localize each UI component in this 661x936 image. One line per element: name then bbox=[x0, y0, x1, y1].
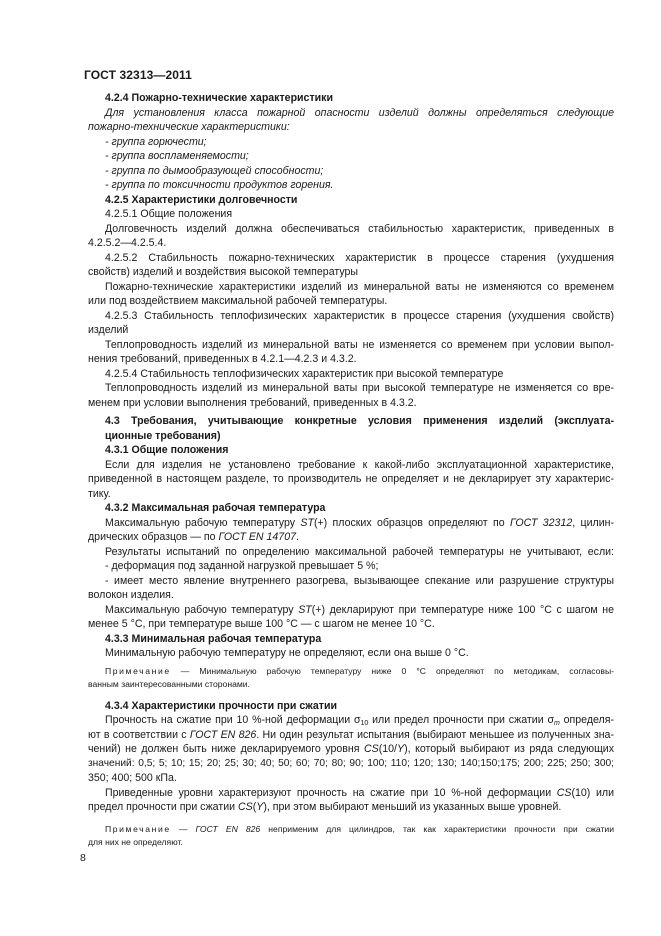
paragraph-line: изделий bbox=[88, 324, 129, 336]
paragraph-line: тику. bbox=[88, 487, 111, 500]
list-item: - группа воспламеняемости; bbox=[105, 150, 249, 162]
note-line: ванным заинтересованными сторонами. bbox=[88, 678, 250, 689]
list-item: волокон изделия. bbox=[88, 589, 174, 601]
section-4-2-5-4-title: 4.2.5.4 Стабильность теплофизических характеристик при высокой температуре bbox=[105, 367, 504, 380]
page-content bbox=[88, 91, 614, 849]
section-4-2-5-3-title: 4.2.5.3 Стабильность теплофизических характеристик в процессе старения (ухудшения свойств) bbox=[105, 309, 614, 322]
paragraph-line: Максимальную рабочую температуру ST(+) декларируют при температуре ниже 100 °С с шагом не bbox=[105, 603, 614, 616]
paragraph-line: Минимальную рабочую температуру не определяют, если она выше 0 °С. bbox=[105, 647, 469, 659]
list-item: - имеет место явление внутреннего разогрева, вызывающее спекание или разрушение структуры bbox=[105, 574, 614, 587]
paragraph-line: 350; 400; 500 кПа. bbox=[88, 772, 177, 784]
section-4-3-2-title: 4.3.2 Максимальная рабочая температура bbox=[105, 502, 326, 514]
list-item: - деформация под заданной нагрузкой превышает 5 %; bbox=[105, 560, 379, 572]
section-4-3-4-title: 4.3.4 Характеристики прочности при сжатии bbox=[105, 699, 337, 712]
paragraph-line: ют в соответствии с ГОСТ EN 826. Ни один результат испытания (выбирают меньшее из полученных зна- bbox=[88, 728, 614, 741]
list-item: - группа по токсичности продуктов горения. bbox=[105, 179, 334, 191]
section-4-2-5-2-title: 4.2.5.2 Стабильность пожарно-технических характеристик в процессе старения (ухудшения bbox=[105, 251, 614, 264]
paragraph-line: предел прочности при сжатии CS(Y), при этом выбирают меньший из указанных выше уровней. bbox=[88, 801, 562, 813]
section-4-2-4-title: 4.2.4 Пожарно-технические характеристики bbox=[105, 92, 333, 104]
paragraph-line: Прочность на сжатие при 10 %-ной деформации $\sigma_{10}$ или предел прочности при сжатии $\sigma_m$ определя- bbox=[105, 714, 614, 727]
paragraph-line: приведенной в настоящем разделе, то производитель не определяет и не декларирует эту характерис- bbox=[88, 473, 614, 485]
paragraph-line: Пожарно-технические характеристики изделий из минеральной ваты не изменяются со временем bbox=[105, 280, 614, 293]
paragraph-line: дрических образцов — по ГОСТ EN 14707. bbox=[88, 531, 299, 543]
paragraph-line: 4.2.5.2—4.2.5.4. bbox=[88, 237, 167, 249]
section-4-2-5-1-title: 4.2.5.1 Общие положения bbox=[105, 208, 233, 220]
list-item: - группа горючести; bbox=[105, 135, 207, 148]
section-4-3-3-title: 4.3.3 Минимальная рабочая температура bbox=[105, 632, 322, 645]
section-4-2-5-title: 4.2.5 Характеристики долговечности bbox=[105, 193, 298, 206]
paragraph-line: менее 5 °С, при температуре выше 100 °С — с шагом не менее 10 °С. bbox=[88, 618, 435, 630]
section-4-3-title-1: 4.3 Требования, учитывающие конкретные условия применения изделий (эксплуата- bbox=[105, 415, 614, 427]
section-4-3-1-title: 4.3.1 Общие положения bbox=[105, 444, 229, 456]
paragraph-line: свойств) изделий и воздействия высокой температуры bbox=[88, 266, 359, 278]
paragraph-line: Результаты испытаний по определению максимальной рабочей температуры не учитывают, если: bbox=[105, 545, 614, 558]
note-line: для них не определяют. bbox=[88, 836, 183, 847]
paragraph-line: Приведенные уровни характеризуют прочность на сжатие при 10 %-ной деформации CS(10) или bbox=[105, 786, 614, 799]
paragraph-line: Если для изделия не установлено требование к какой-либо эксплуатационной характеристике, bbox=[105, 458, 614, 471]
paragraph-line: менем при условии выполнения требований, приведенных в 4.3.2. bbox=[88, 396, 417, 409]
paragraph-line: нения требований, приведенных в 4.2.1—4.2.3 и 4.3.2. bbox=[88, 353, 357, 365]
page-number: 8 bbox=[80, 852, 86, 864]
standard-header: ГОСТ 32313—2011 bbox=[84, 68, 192, 82]
paragraph-line: значений: 0,5; 5; 10; 15; 20; 25; 30; 40; 50; 60; 70; 80; 90; 100; 110; 120; 130; 140;150;175; 200; 225; 250; 300; bbox=[88, 757, 614, 769]
paragraph-line: Теплопроводность изделий из минеральной ваты не изменяется со временем при условии выпол- bbox=[105, 338, 614, 351]
note-line: Примечание — ГОСТ EN 826 неприменим для цилиндров, так как характеристики прочности при сжатии bbox=[105, 823, 615, 834]
section-4-2-4-intro-1: Для установления класса пожарной опасности изделий должны определяться следующие bbox=[105, 106, 614, 119]
section-4-2-4-intro-2: пожарно-технические характеристики: bbox=[88, 121, 290, 133]
section-4-3-title-2: ционные требования) bbox=[105, 429, 221, 442]
note-line: Примечание — Минимальную рабочую температуру ниже 0 °С определяют по методикам, согласовы- bbox=[105, 665, 614, 676]
paragraph-line: Максимальную рабочую температуру ST(+) плоских образцов определяют по ГОСТ 32312, цилин- bbox=[105, 516, 614, 529]
paragraph-line: Теплопроводность изделий из минеральной ваты при высокой температуре не изменяется со вре- bbox=[105, 382, 614, 394]
list-item: - группа по дымообразующей способности; bbox=[105, 164, 324, 177]
paragraph-line: или под воздействием максимальной рабочей температуры. bbox=[88, 295, 388, 307]
paragraph-line: чений) не должен быть ниже декларируемого уровня CS(10/Y), который выбирают из ряда следующих bbox=[88, 743, 615, 755]
paragraph-line: Долговечность изделий должна обеспечиваться стабильностью характеристик, приведенных в bbox=[105, 222, 614, 235]
